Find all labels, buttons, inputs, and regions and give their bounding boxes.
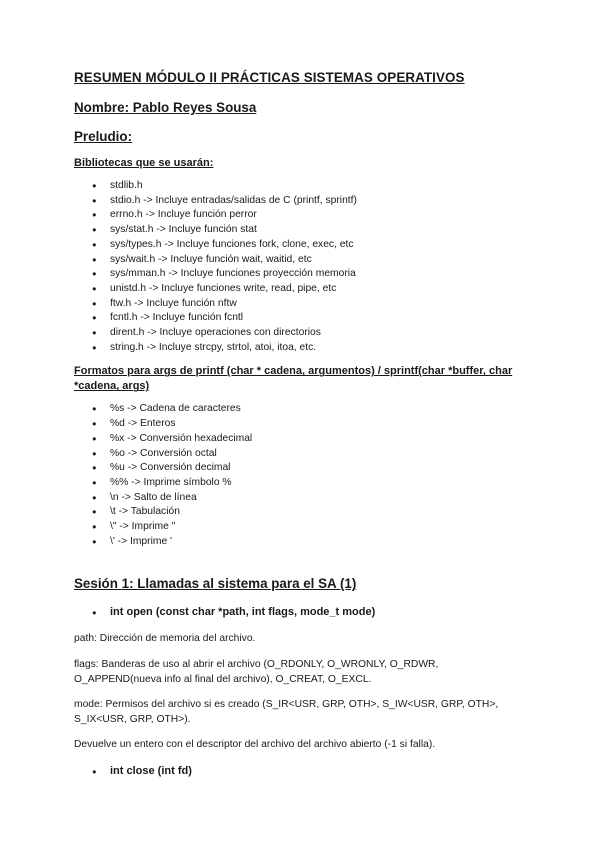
- list-item: ● fcntl.h -> Incluye función fcntl: [92, 311, 526, 326]
- formats-heading: Formatos para args de printf (char * cadena, argumentos) / sprintf(char *buffer, char *cadena, args): [74, 365, 513, 393]
- list-item: ● %d -> Enteros: [92, 417, 526, 432]
- close-function-list: [74, 764, 526, 779]
- libraries-list: [74, 179, 526, 355]
- list-item: ● %o -> Conversión octal: [92, 447, 526, 462]
- list-item: ● \" -> Imprime ": [92, 520, 526, 535]
- mode-description: mode: Permisos del archivo si es creado (S_IR<USR, GRP, OTH>, S_IW<USR, GRP, OTH>, S_IX<USR, GRP, OTH>).: [74, 699, 499, 725]
- list-item: ● sys/mman.h -> Incluye funciones proyección memoria: [92, 267, 526, 282]
- author-name: Nombre: Pablo Reyes Sousa: [74, 100, 257, 115]
- list-item: ● %x -> Conversión hexadecimal: [92, 432, 526, 447]
- list-item: ● %s -> Cadena de caracteres: [92, 402, 526, 417]
- list-item: ● sys/types.h -> Incluye funciones fork, clone, exec, etc: [92, 238, 526, 253]
- list-item: ● \n -> Salto de línea: [92, 491, 526, 506]
- list-item: ● \t -> Tabulación: [92, 505, 526, 520]
- close-signature: ● int close (int fd): [92, 764, 526, 779]
- session1-heading: Sesión 1: Llamadas al sistema para el SA (1): [74, 576, 357, 592]
- list-item: ● stdlib.h: [92, 179, 526, 194]
- list-item: ● %% -> Imprime símbolo %: [92, 476, 526, 491]
- list-item: ● string.h -> Incluye strcpy, strtol, atoi, itoa, etc.: [92, 341, 526, 356]
- document-title: RESUMEN MÓDULO II PRÁCTICAS SISTEMAS OPERATIVOS: [74, 70, 465, 85]
- list-item: ● errno.h -> Incluye función perror: [92, 208, 526, 223]
- list-item: ● sys/stat.h -> Incluye función stat: [92, 223, 526, 238]
- open-function-list: [74, 605, 526, 620]
- return-description: Devuelve un entero con el descriptor del archivo del archivo abierto (-1 si falla).: [74, 739, 436, 751]
- list-item: ● %u -> Conversión decimal: [92, 461, 526, 476]
- prelude-heading: Preludio:: [74, 129, 133, 144]
- list-item: ● unistd.h -> Incluye funciones write, read, pipe, etc: [92, 282, 526, 297]
- list-item: ● dirent.h -> Incluye operaciones con directorios: [92, 326, 526, 341]
- list-item: ● \' -> Imprime ': [92, 535, 526, 550]
- flags-description: flags: Banderas de uso al abrir el archivo (O_RDONLY, O_WRONLY, O_RDWR, O_APPEND(nueva info al final del archivo), O_CREAT, O_EXCL.: [74, 659, 439, 685]
- list-item: ● stdio.h -> Incluye entradas/salidas de C (printf, sprintf): [92, 194, 526, 209]
- list-item: ● sys/wait.h -> Incluye función wait, waitid, etc: [92, 253, 526, 268]
- open-signature: ● int open (const char *path, int flags, mode_t mode): [92, 605, 526, 620]
- path-description: path: Dirección de memoria del archivo.: [74, 633, 256, 645]
- libraries-heading: Bibliotecas que se usarán:: [74, 157, 214, 169]
- formats-list: [74, 402, 526, 549]
- list-item: ● ftw.h -> Incluye función nftw: [92, 297, 526, 312]
